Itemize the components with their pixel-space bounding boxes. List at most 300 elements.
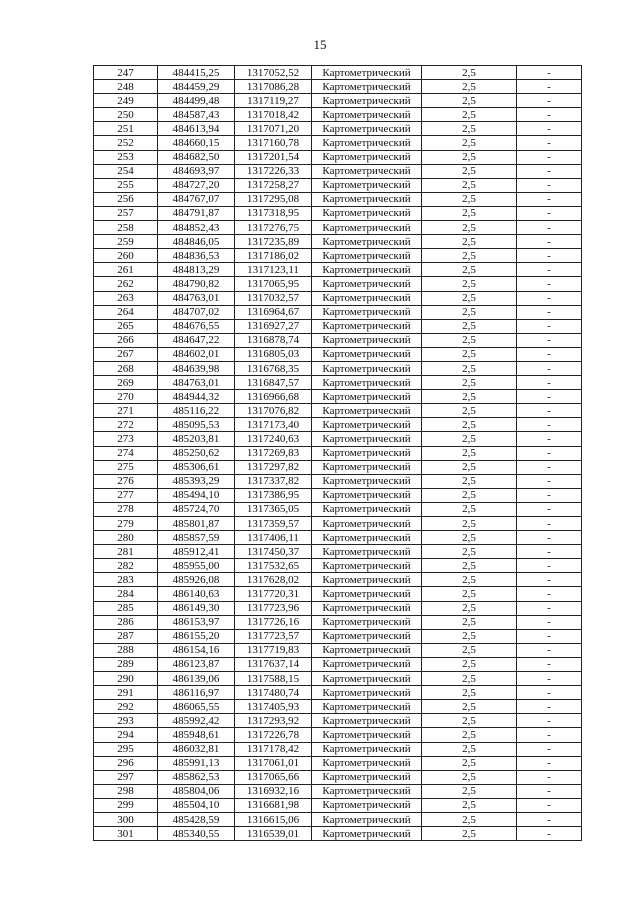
x-coordinate-cell: 485912,41 — [158, 545, 235, 559]
precision-cell: 2,5 — [422, 587, 517, 601]
point-number-cell: 279 — [94, 517, 158, 531]
x-coordinate-cell: 485340,55 — [158, 827, 235, 841]
table-row — [94, 249, 582, 263]
y-coordinate-cell: 1316878,74 — [235, 333, 312, 347]
precision-cell: 2,5 — [422, 164, 517, 178]
table-row — [94, 178, 582, 192]
precision-cell: 2,5 — [422, 643, 517, 657]
y-coordinate-cell: 1316927,27 — [235, 319, 312, 333]
y-coordinate-cell: 1317719,83 — [235, 643, 312, 657]
description-cell: - — [517, 714, 582, 728]
description-cell: - — [517, 235, 582, 249]
y-coordinate-cell: 1317637,14 — [235, 657, 312, 671]
description-cell: - — [517, 798, 582, 812]
y-coordinate-cell: 1316681,98 — [235, 798, 312, 812]
table-row — [94, 80, 582, 94]
method-cell: Картометрический — [312, 150, 422, 164]
description-cell: - — [517, 376, 582, 390]
point-number-cell: 274 — [94, 446, 158, 460]
point-number-cell: 299 — [94, 798, 158, 812]
description-cell: - — [517, 531, 582, 545]
point-number-cell: 272 — [94, 418, 158, 432]
y-coordinate-cell: 1316768,35 — [235, 361, 312, 375]
precision-cell: 2,5 — [422, 756, 517, 770]
description-cell: - — [517, 66, 582, 80]
precision-cell: 2,5 — [422, 361, 517, 375]
description-cell: - — [517, 812, 582, 826]
table-row — [94, 221, 582, 235]
x-coordinate-cell: 486140,63 — [158, 587, 235, 601]
x-coordinate-cell: 484944,32 — [158, 390, 235, 404]
description-cell: - — [517, 827, 582, 841]
description-cell: - — [517, 672, 582, 686]
method-cell: Картометрический — [312, 700, 422, 714]
point-number-cell: 250 — [94, 108, 158, 122]
y-coordinate-cell: 1317386,95 — [235, 488, 312, 502]
method-cell: Картометрический — [312, 827, 422, 841]
table-row — [94, 460, 582, 474]
precision-cell: 2,5 — [422, 446, 517, 460]
point-number-cell: 266 — [94, 333, 158, 347]
point-number-cell: 289 — [94, 657, 158, 671]
point-number-cell: 273 — [94, 432, 158, 446]
point-number-cell: 280 — [94, 531, 158, 545]
description-cell: - — [517, 178, 582, 192]
table-row — [94, 305, 582, 319]
y-coordinate-cell: 1316539,01 — [235, 827, 312, 841]
y-coordinate-cell: 1317269,83 — [235, 446, 312, 460]
description-cell: - — [517, 361, 582, 375]
description-cell: - — [517, 488, 582, 502]
precision-cell: 2,5 — [422, 728, 517, 742]
precision-cell: 2,5 — [422, 615, 517, 629]
x-coordinate-cell: 484767,07 — [158, 192, 235, 206]
x-coordinate-cell: 484763,01 — [158, 376, 235, 390]
x-coordinate-cell: 485801,87 — [158, 517, 235, 531]
precision-cell: 2,5 — [422, 601, 517, 615]
description-cell: - — [517, 277, 582, 291]
x-coordinate-cell: 484415,25 — [158, 66, 235, 80]
precision-cell: 2,5 — [422, 657, 517, 671]
precision-cell: 2,5 — [422, 432, 517, 446]
y-coordinate-cell: 1317226,33 — [235, 164, 312, 178]
precision-cell: 2,5 — [422, 517, 517, 531]
point-number-cell: 292 — [94, 700, 158, 714]
x-coordinate-cell: 484499,48 — [158, 94, 235, 108]
method-cell: Картометрический — [312, 573, 422, 587]
table-row — [94, 263, 582, 277]
y-coordinate-cell: 1317065,66 — [235, 770, 312, 784]
y-coordinate-cell: 1317297,82 — [235, 460, 312, 474]
precision-cell: 2,5 — [422, 249, 517, 263]
description-cell: - — [517, 686, 582, 700]
x-coordinate-cell: 484727,20 — [158, 178, 235, 192]
table-row — [94, 319, 582, 333]
x-coordinate-cell: 485116,22 — [158, 404, 235, 418]
method-cell: Картометрический — [312, 502, 422, 516]
x-coordinate-cell: 484763,01 — [158, 291, 235, 305]
description-cell: - — [517, 770, 582, 784]
table-row — [94, 418, 582, 432]
y-coordinate-cell: 1317201,54 — [235, 150, 312, 164]
description-cell: - — [517, 80, 582, 94]
point-number-cell: 270 — [94, 390, 158, 404]
method-cell: Картометрический — [312, 164, 422, 178]
method-cell: Картометрический — [312, 108, 422, 122]
table-row — [94, 812, 582, 826]
table-row — [94, 390, 582, 404]
x-coordinate-cell: 484846,05 — [158, 235, 235, 249]
method-cell: Картометрический — [312, 418, 422, 432]
y-coordinate-cell: 1317226,78 — [235, 728, 312, 742]
precision-cell: 2,5 — [422, 404, 517, 418]
description-cell: - — [517, 545, 582, 559]
y-coordinate-cell: 1317065,95 — [235, 277, 312, 291]
x-coordinate-cell: 486032,81 — [158, 742, 235, 756]
x-coordinate-cell: 486116,97 — [158, 686, 235, 700]
x-coordinate-cell: 485428,59 — [158, 812, 235, 826]
description-cell: - — [517, 108, 582, 122]
y-coordinate-cell: 1317276,75 — [235, 221, 312, 235]
y-coordinate-cell: 1316966,68 — [235, 390, 312, 404]
method-cell: Картометрический — [312, 629, 422, 643]
method-cell: Картометрический — [312, 756, 422, 770]
page-number: 15 — [313, 37, 327, 52]
method-cell: Картометрический — [312, 545, 422, 559]
description-cell: - — [517, 742, 582, 756]
point-number-cell: 258 — [94, 221, 158, 235]
point-number-cell: 288 — [94, 643, 158, 657]
method-cell: Картометрический — [312, 80, 422, 94]
method-cell: Картометрический — [312, 206, 422, 220]
method-cell: Картометрический — [312, 136, 422, 150]
table-row — [94, 474, 582, 488]
method-cell: Картометрический — [312, 94, 422, 108]
y-coordinate-cell: 1317032,57 — [235, 291, 312, 305]
method-cell: Картометрический — [312, 333, 422, 347]
y-coordinate-cell: 1317173,40 — [235, 418, 312, 432]
description-cell: - — [517, 559, 582, 573]
x-coordinate-cell: 485724,70 — [158, 502, 235, 516]
precision-cell: 2,5 — [422, 812, 517, 826]
point-number-cell: 268 — [94, 361, 158, 375]
table-row — [94, 629, 582, 643]
x-coordinate-cell: 485095,53 — [158, 418, 235, 432]
table-row — [94, 488, 582, 502]
table-row — [94, 714, 582, 728]
table-row — [94, 587, 582, 601]
description-cell: - — [517, 517, 582, 531]
precision-cell: 2,5 — [422, 66, 517, 80]
point-number-cell: 296 — [94, 756, 158, 770]
y-coordinate-cell: 1317061,01 — [235, 756, 312, 770]
table-row — [94, 432, 582, 446]
x-coordinate-cell: 485955,00 — [158, 559, 235, 573]
description-cell: - — [517, 319, 582, 333]
point-number-cell: 254 — [94, 164, 158, 178]
x-coordinate-cell: 484639,98 — [158, 361, 235, 375]
table-row — [94, 742, 582, 756]
y-coordinate-cell: 1317365,05 — [235, 502, 312, 516]
x-coordinate-cell: 485393,29 — [158, 474, 235, 488]
x-coordinate-cell: 484791,87 — [158, 206, 235, 220]
x-coordinate-cell: 485991,13 — [158, 756, 235, 770]
precision-cell: 2,5 — [422, 672, 517, 686]
y-coordinate-cell: 1316615,06 — [235, 812, 312, 826]
table-row — [94, 404, 582, 418]
point-number-cell: 257 — [94, 206, 158, 220]
table-row — [94, 601, 582, 615]
method-cell: Картометрический — [312, 784, 422, 798]
x-coordinate-cell: 485862,53 — [158, 770, 235, 784]
precision-cell: 2,5 — [422, 263, 517, 277]
y-coordinate-cell: 1317240,63 — [235, 432, 312, 446]
point-number-cell: 253 — [94, 150, 158, 164]
method-cell: Картометрический — [312, 672, 422, 686]
precision-cell: 2,5 — [422, 629, 517, 643]
precision-cell: 2,5 — [422, 770, 517, 784]
point-number-cell: 262 — [94, 277, 158, 291]
precision-cell: 2,5 — [422, 390, 517, 404]
precision-cell: 2,5 — [422, 122, 517, 136]
description-cell: - — [517, 347, 582, 361]
precision-cell: 2,5 — [422, 700, 517, 714]
x-coordinate-cell: 484813,29 — [158, 263, 235, 277]
y-coordinate-cell: 1317726,16 — [235, 615, 312, 629]
method-cell: Картометрический — [312, 291, 422, 305]
precision-cell: 2,5 — [422, 784, 517, 798]
description-cell: - — [517, 643, 582, 657]
precision-cell: 2,5 — [422, 418, 517, 432]
description-cell: - — [517, 122, 582, 136]
point-number-cell: 298 — [94, 784, 158, 798]
method-cell: Картометрический — [312, 277, 422, 291]
precision-cell: 2,5 — [422, 474, 517, 488]
x-coordinate-cell: 486154,16 — [158, 643, 235, 657]
description-cell: - — [517, 784, 582, 798]
x-coordinate-cell: 484707,02 — [158, 305, 235, 319]
table-row — [94, 798, 582, 812]
point-number-cell: 294 — [94, 728, 158, 742]
method-cell: Картометрический — [312, 559, 422, 573]
table-row — [94, 573, 582, 587]
description-cell: - — [517, 192, 582, 206]
precision-cell: 2,5 — [422, 488, 517, 502]
point-number-cell: 275 — [94, 460, 158, 474]
precision-cell: 2,5 — [422, 460, 517, 474]
x-coordinate-cell: 486065,55 — [158, 700, 235, 714]
point-number-cell: 281 — [94, 545, 158, 559]
x-coordinate-cell: 485926,08 — [158, 573, 235, 587]
point-number-cell: 278 — [94, 502, 158, 516]
precision-cell: 2,5 — [422, 150, 517, 164]
point-number-cell: 248 — [94, 80, 158, 94]
description-cell: - — [517, 404, 582, 418]
method-cell: Картометрический — [312, 714, 422, 728]
method-cell: Картометрический — [312, 474, 422, 488]
method-cell: Картометрический — [312, 812, 422, 826]
precision-cell: 2,5 — [422, 80, 517, 94]
y-coordinate-cell: 1317086,28 — [235, 80, 312, 94]
description-cell: - — [517, 502, 582, 516]
x-coordinate-cell: 485250,62 — [158, 446, 235, 460]
x-coordinate-cell: 484693,97 — [158, 164, 235, 178]
point-number-cell: 255 — [94, 178, 158, 192]
x-coordinate-cell: 484660,15 — [158, 136, 235, 150]
method-cell: Картометрический — [312, 404, 422, 418]
precision-cell: 2,5 — [422, 221, 517, 235]
x-coordinate-cell: 484587,43 — [158, 108, 235, 122]
method-cell: Картометрический — [312, 390, 422, 404]
description-cell: - — [517, 700, 582, 714]
method-cell: Картометрический — [312, 686, 422, 700]
precision-cell: 2,5 — [422, 559, 517, 573]
point-number-cell: 256 — [94, 192, 158, 206]
table-row — [94, 615, 582, 629]
method-cell: Картометрический — [312, 249, 422, 263]
x-coordinate-cell: 484836,53 — [158, 249, 235, 263]
precision-cell: 2,5 — [422, 798, 517, 812]
method-cell: Картометрический — [312, 66, 422, 80]
method-cell: Картометрический — [312, 361, 422, 375]
point-number-cell: 260 — [94, 249, 158, 263]
table-row — [94, 559, 582, 573]
y-coordinate-cell: 1317293,92 — [235, 714, 312, 728]
method-cell: Картометрический — [312, 601, 422, 615]
description-cell: - — [517, 136, 582, 150]
x-coordinate-cell: 485203,81 — [158, 432, 235, 446]
point-number-cell: 277 — [94, 488, 158, 502]
precision-cell: 2,5 — [422, 319, 517, 333]
table-row — [94, 517, 582, 531]
method-cell: Картометрический — [312, 770, 422, 784]
table-row — [94, 94, 582, 108]
point-number-cell: 269 — [94, 376, 158, 390]
point-number-cell: 286 — [94, 615, 158, 629]
x-coordinate-cell: 484602,01 — [158, 347, 235, 361]
table-row — [94, 784, 582, 798]
table-row — [94, 192, 582, 206]
x-coordinate-cell: 484676,55 — [158, 319, 235, 333]
table-row — [94, 291, 582, 305]
y-coordinate-cell: 1316932,16 — [235, 784, 312, 798]
description-cell: - — [517, 756, 582, 770]
precision-cell: 2,5 — [422, 531, 517, 545]
description-cell: - — [517, 305, 582, 319]
y-coordinate-cell: 1317178,42 — [235, 742, 312, 756]
description-cell: - — [517, 291, 582, 305]
table-row — [94, 150, 582, 164]
point-number-cell: 247 — [94, 66, 158, 80]
table-row — [94, 122, 582, 136]
x-coordinate-cell: 484790,82 — [158, 277, 235, 291]
table-row — [94, 446, 582, 460]
point-number-cell: 267 — [94, 347, 158, 361]
description-cell: - — [517, 206, 582, 220]
point-number-cell: 301 — [94, 827, 158, 841]
y-coordinate-cell: 1317337,82 — [235, 474, 312, 488]
y-coordinate-cell: 1317588,15 — [235, 672, 312, 686]
table-row — [94, 686, 582, 700]
x-coordinate-cell: 484459,29 — [158, 80, 235, 94]
y-coordinate-cell: 1317295,08 — [235, 192, 312, 206]
precision-cell: 2,5 — [422, 376, 517, 390]
description-cell: - — [517, 263, 582, 277]
x-coordinate-cell: 485306,61 — [158, 460, 235, 474]
point-number-cell: 251 — [94, 122, 158, 136]
point-number-cell: 285 — [94, 601, 158, 615]
point-number-cell: 300 — [94, 812, 158, 826]
table-row — [94, 545, 582, 559]
x-coordinate-cell: 485504,10 — [158, 798, 235, 812]
precision-cell: 2,5 — [422, 333, 517, 347]
point-number-cell: 249 — [94, 94, 158, 108]
method-cell: Картометрический — [312, 531, 422, 545]
table-row — [94, 66, 582, 80]
method-cell: Картометрический — [312, 615, 422, 629]
y-coordinate-cell: 1317720,31 — [235, 587, 312, 601]
x-coordinate-cell: 486155,20 — [158, 629, 235, 643]
y-coordinate-cell: 1317123,11 — [235, 263, 312, 277]
point-number-cell: 265 — [94, 319, 158, 333]
description-cell: - — [517, 432, 582, 446]
precision-cell: 2,5 — [422, 192, 517, 206]
y-coordinate-cell: 1317235,89 — [235, 235, 312, 249]
y-coordinate-cell: 1317318,95 — [235, 206, 312, 220]
y-coordinate-cell: 1317723,57 — [235, 629, 312, 643]
point-number-cell: 297 — [94, 770, 158, 784]
x-coordinate-cell: 486153,97 — [158, 615, 235, 629]
x-coordinate-cell: 485948,61 — [158, 728, 235, 742]
y-coordinate-cell: 1317405,93 — [235, 700, 312, 714]
method-cell: Картометрический — [312, 488, 422, 502]
table-row — [94, 657, 582, 671]
precision-cell: 2,5 — [422, 742, 517, 756]
point-number-cell: 271 — [94, 404, 158, 418]
description-cell: - — [517, 629, 582, 643]
method-cell: Картометрический — [312, 657, 422, 671]
point-number-cell: 295 — [94, 742, 158, 756]
x-coordinate-cell: 486123,87 — [158, 657, 235, 671]
description-cell: - — [517, 249, 582, 263]
x-coordinate-cell: 484682,50 — [158, 150, 235, 164]
x-coordinate-cell: 484852,43 — [158, 221, 235, 235]
point-number-cell: 287 — [94, 629, 158, 643]
x-coordinate-cell: 486139,06 — [158, 672, 235, 686]
precision-cell: 2,5 — [422, 347, 517, 361]
table-row — [94, 136, 582, 150]
precision-cell: 2,5 — [422, 235, 517, 249]
table-row — [94, 827, 582, 841]
method-cell: Картометрический — [312, 122, 422, 136]
x-coordinate-cell: 484647,22 — [158, 333, 235, 347]
table-row — [94, 672, 582, 686]
precision-cell: 2,5 — [422, 94, 517, 108]
description-cell: - — [517, 460, 582, 474]
y-coordinate-cell: 1316805,03 — [235, 347, 312, 361]
method-cell: Картометрический — [312, 221, 422, 235]
method-cell: Картометрический — [312, 432, 422, 446]
table-row — [94, 376, 582, 390]
method-cell: Картометрический — [312, 235, 422, 249]
table-row — [94, 277, 582, 291]
y-coordinate-cell: 1317532,65 — [235, 559, 312, 573]
point-number-cell: 283 — [94, 573, 158, 587]
table-row — [94, 728, 582, 742]
description-cell: - — [517, 150, 582, 164]
y-coordinate-cell: 1317450,37 — [235, 545, 312, 559]
description-cell: - — [517, 587, 582, 601]
